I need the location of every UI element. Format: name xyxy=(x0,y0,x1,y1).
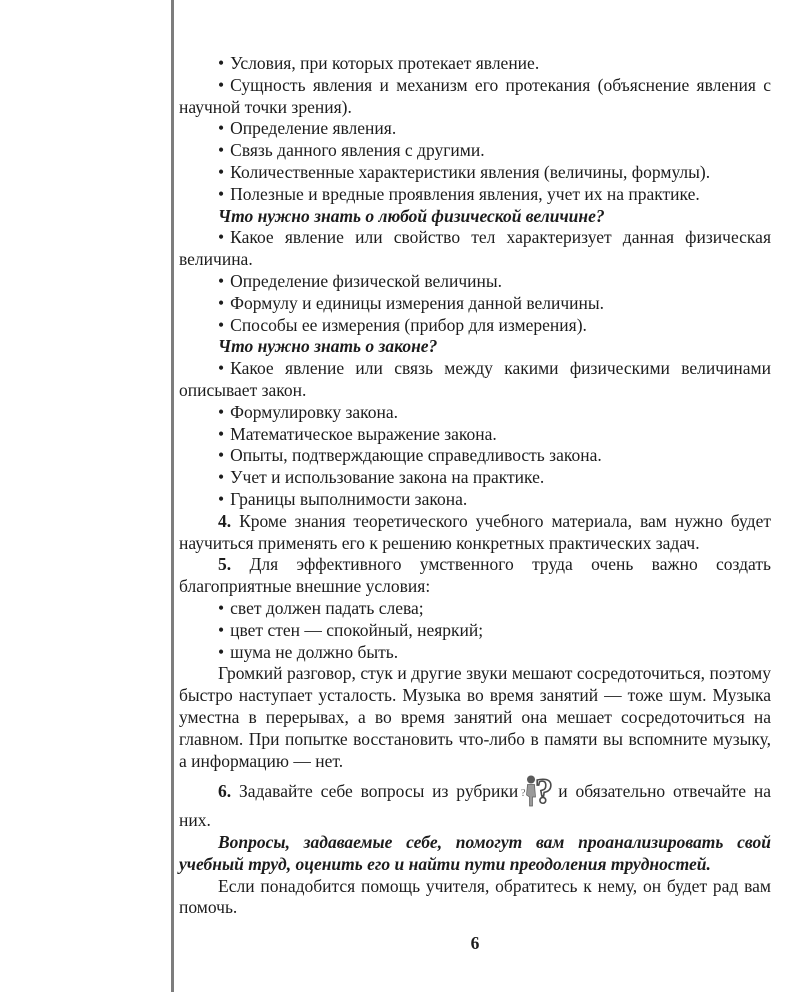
text-column xyxy=(179,53,771,919)
bullet-marker: • xyxy=(218,183,225,204)
paragraph: Если понадобится помощь учителя, обратитесь к нему, он будет рад вам помочь. xyxy=(179,875,771,918)
bullet-item xyxy=(179,620,771,642)
numbered-paragraph xyxy=(179,511,771,555)
bullet-item xyxy=(179,227,771,271)
page-number: 6 xyxy=(470,933,480,953)
bullet-text: Определение физической величины. xyxy=(230,270,503,291)
bullet-marker: • xyxy=(218,161,225,182)
bullet-text: Определение явления. xyxy=(230,118,397,139)
paragraph: Громкий разговор, стук и другие звуки мешают сосредоточиться, поэтому быстро наступает усталость. Музыка во время занятий — тоже шум. Музыка уместна в перерывах, а во время занятий она мешает сосредоточиться на главном. При попытке восстановить что-либо в памяти вы вспомните музыку, а информацию — нет. xyxy=(179,663,771,771)
bullet-item xyxy=(179,358,771,402)
emphasis-paragraph: Вопросы, задаваемые себе, помогут вам проанализировать свой учебный труд, оценить его и найти пути преодоления трудностей. xyxy=(179,832,771,874)
bullet-marker: • xyxy=(218,423,225,444)
paragraph-number: 4. xyxy=(218,510,232,531)
page-left-rule xyxy=(171,0,174,992)
bullet-text: Сущность явления и механизм его протекания (объяснение явления с научной точки зрения). xyxy=(179,74,771,117)
bullet-item xyxy=(179,402,771,424)
bullet-item xyxy=(179,315,771,337)
bullet-marker: • xyxy=(218,641,225,662)
bullet-text: шума не должно быть. xyxy=(230,641,399,662)
numbered-paragraph xyxy=(179,554,771,598)
bullet-item xyxy=(179,118,771,140)
bullet-marker: • xyxy=(218,74,225,95)
bullet-item xyxy=(179,184,771,206)
paragraph-number: 5. xyxy=(218,554,232,575)
bullet-marker: • xyxy=(218,270,225,291)
bullet-text: Формулировку закона. xyxy=(230,401,399,422)
bullet-item xyxy=(179,140,771,162)
bullet-item xyxy=(179,162,771,184)
bullet-text: Какое явление или связь между какими физическими величинами описывает закон. xyxy=(179,358,771,400)
bullet-marker: • xyxy=(218,597,225,618)
bullet-marker: • xyxy=(218,445,225,466)
paragraph-text: Кроме знания теоретического учебного материала, вам нужно будет научиться применять его к решению конкретных практических задач. xyxy=(179,510,771,553)
bullet-marker: • xyxy=(218,118,225,139)
bullet-marker: • xyxy=(218,488,225,509)
bullet-text: Количественные характеристики явления (величины, формулы). xyxy=(230,161,711,182)
svg-text:?: ? xyxy=(521,788,526,800)
bullet-text: свет должен падать слева; xyxy=(230,597,424,618)
bullet-text: Учет и использование закона на практике. xyxy=(230,467,545,488)
bullet-marker: • xyxy=(218,358,225,379)
bullet-marker: • xyxy=(218,619,225,640)
bullet-item xyxy=(179,271,771,293)
bullet-item xyxy=(179,598,771,620)
bullet-text: Способы ее измерения (прибор для измерения). xyxy=(230,314,587,335)
bullet-item xyxy=(179,53,771,75)
bullet-marker: • xyxy=(218,467,225,488)
bullet-text: Границы выполнимости закона. xyxy=(230,488,468,509)
numbered-paragraph-with-icon xyxy=(179,772,771,832)
section-heading: Что нужно знать о любой физической величине? xyxy=(218,205,605,226)
paragraph-text: и обязательно отвечайте на них. xyxy=(179,781,771,831)
bullet-text: цвет стен — спокойный, неяркий; xyxy=(230,619,484,640)
bullet-text: Какое явление или свойство тел характеризует данная физическая величина. xyxy=(179,227,771,270)
bullet-item xyxy=(179,293,771,315)
bullet-item xyxy=(179,424,771,446)
paragraph-number: 6. xyxy=(218,781,232,802)
bullet-text: Связь данного явления с другими. xyxy=(230,140,485,161)
bullet-text: Формулу и единицы измерения данной величины. xyxy=(230,292,605,313)
bullet-text: Опыты, подтверждающие справедливость закона. xyxy=(230,445,602,466)
question-mark-figure-icon xyxy=(521,772,555,810)
bullet-marker: • xyxy=(218,227,225,248)
paragraph-text: Задавайте себе вопросы из рубрики xyxy=(238,781,519,802)
bullet-text: Математическое выражение закона. xyxy=(230,423,497,444)
bullet-marker: • xyxy=(218,401,225,422)
bullet-marker: • xyxy=(218,314,225,335)
bullet-item xyxy=(179,445,771,467)
svg-text:?: ? xyxy=(535,772,554,811)
bullet-marker: • xyxy=(218,53,225,73)
bullet-text: Условия, при которых протекает явление. xyxy=(230,53,540,73)
bullet-item xyxy=(179,642,771,664)
bullet-marker: • xyxy=(218,140,225,161)
bullet-item xyxy=(179,75,771,119)
bullet-item xyxy=(179,489,771,511)
bullet-marker: • xyxy=(218,292,225,313)
bullet-text: Полезные и вредные проявления явления, учет их на практике. xyxy=(230,183,700,204)
bullet-item xyxy=(179,467,771,489)
section-heading: Что нужно знать о законе? xyxy=(218,336,438,357)
paragraph-text: Для эффективного умственного труда очень важно создать благоприятные внешние условия: xyxy=(179,554,771,597)
